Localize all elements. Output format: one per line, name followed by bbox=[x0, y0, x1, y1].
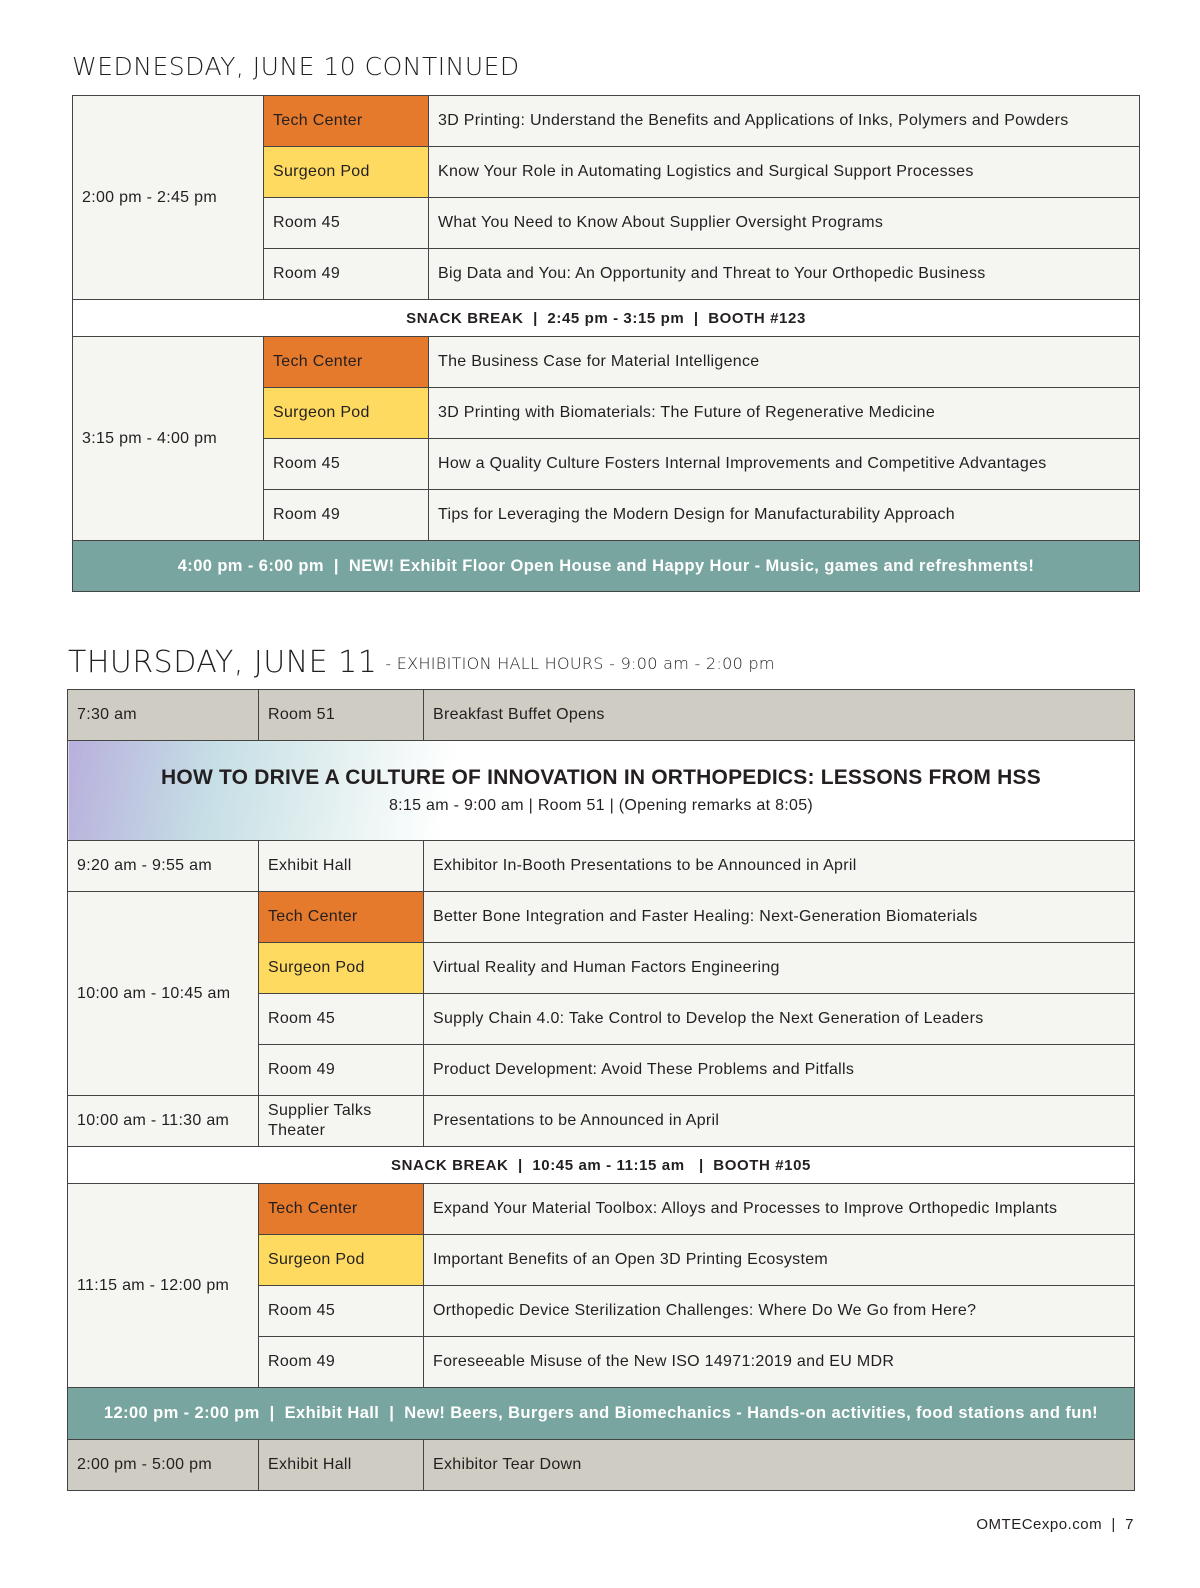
happy-hour-description: Exhibit Floor Open House and Happy Hour - Music, games and refreshments! bbox=[394, 556, 1035, 575]
room-label: Room 45 bbox=[259, 994, 424, 1045]
table-row bbox=[68, 841, 1135, 892]
room-surgeon-pod: Surgeon Pod bbox=[259, 1235, 424, 1286]
keynote bbox=[68, 741, 1135, 841]
snack-break: SNACK BREAK | 10:45 am - 11:15 am | BOOTH #105 bbox=[68, 1147, 1135, 1184]
time-slot: 7:30 am bbox=[68, 690, 259, 741]
exhibition-hall-hours: - EXHIBITION HALL HOURS - 9:00 am - 2:00 pm bbox=[385, 654, 775, 673]
keynote-row bbox=[68, 741, 1135, 841]
time-slot: 2:00 pm - 2:45 pm bbox=[73, 96, 264, 300]
session-title: Orthopedic Device Sterilization Challenges: Where Do We Go from Here? bbox=[424, 1286, 1135, 1337]
room-label: Supplier Talks Theater bbox=[259, 1096, 424, 1147]
session-title: 3D Printing: Understand the Benefits and Applications of Inks, Polymers and Powders bbox=[429, 96, 1140, 147]
keynote-title: HOW TO DRIVE A CULTURE OF INNOVATION IN ORTHOPEDICS: LESSONS FROM HSS bbox=[161, 766, 1041, 789]
room-surgeon-pod: Surgeon Pod bbox=[259, 943, 424, 994]
snack-break-row bbox=[73, 300, 1140, 337]
room-label: Room 45 bbox=[264, 198, 429, 249]
new-label: NEW! bbox=[348, 556, 395, 575]
lunch-banner bbox=[68, 1388, 1135, 1440]
session-title: What You Need to Know About Supplier Oversight Programs bbox=[429, 198, 1140, 249]
session-title: Presentations to be Announced in April bbox=[424, 1096, 1135, 1147]
table-row bbox=[68, 690, 1135, 741]
session-title: Tips for Leveraging the Modern Design for Manufacturability Approach bbox=[429, 490, 1140, 541]
time-slot: 11:15 am - 12:00 pm bbox=[68, 1184, 259, 1388]
thursday-schedule-table bbox=[67, 689, 1135, 1491]
snack-break: SNACK BREAK | 2:45 pm - 3:15 pm | BOOTH #123 bbox=[73, 300, 1140, 337]
session-title: Supply Chain 4.0: Take Control to Develop the Next Generation of Leaders bbox=[424, 994, 1135, 1045]
room-surgeon-pod: Surgeon Pod bbox=[264, 388, 429, 439]
session-title: How a Quality Culture Fosters Internal Improvements and Competitive Advantages bbox=[429, 439, 1140, 490]
snack-break-row bbox=[68, 1147, 1135, 1184]
session-title: Breakfast Buffet Opens bbox=[424, 690, 1135, 741]
room-label: Room 49 bbox=[264, 490, 429, 541]
session-title: Better Bone Integration and Faster Healing: Next-Generation Biomaterials bbox=[424, 892, 1135, 943]
table-row bbox=[68, 1096, 1135, 1147]
happy-hour-time: 4:00 pm - 6:00 pm bbox=[177, 556, 324, 575]
room-label: Room 45 bbox=[264, 439, 429, 490]
room-label: Room 49 bbox=[259, 1045, 424, 1096]
table-row bbox=[68, 1184, 1135, 1235]
session-title: Virtual Reality and Human Factors Engineering bbox=[424, 943, 1135, 994]
session-title: The Business Case for Material Intelligence bbox=[429, 337, 1140, 388]
wednesday-heading: WEDNESDAY, JUNE 10 CONTINUED bbox=[72, 52, 520, 81]
lunch-text: 12:00 pm - 2:00 pm | Exhibit Hall | New! Beers, Burgers and Biomechanics - Hands-on activities, food stations and fun! bbox=[68, 1388, 1135, 1440]
happy-hour-text bbox=[73, 541, 1140, 592]
session-title: Important Benefits of an Open 3D Printing Ecosystem bbox=[424, 1235, 1135, 1286]
session-title: Exhibitor Tear Down bbox=[424, 1440, 1135, 1491]
separator: | bbox=[323, 556, 349, 575]
time-slot: 10:00 am - 11:30 am bbox=[68, 1096, 259, 1147]
room-label: Room 51 bbox=[259, 690, 424, 741]
time-slot: 9:20 am - 9:55 am bbox=[68, 841, 259, 892]
room-tech-center: Tech Center bbox=[264, 337, 429, 388]
session-title: Big Data and You: An Opportunity and Threat to Your Orthopedic Business bbox=[429, 249, 1140, 300]
time-slot: 2:00 pm - 5:00 pm bbox=[68, 1440, 259, 1491]
room-tech-center: Tech Center bbox=[259, 892, 424, 943]
session-title: Expand Your Material Toolbox: Alloys and Processes to Improve Orthopedic Implants bbox=[424, 1184, 1135, 1235]
session-title: Know Your Role in Automating Logistics and Surgical Support Processes bbox=[429, 147, 1140, 198]
room-label: Room 45 bbox=[259, 1286, 424, 1337]
table-row bbox=[68, 892, 1135, 943]
table-row bbox=[68, 1440, 1135, 1491]
wednesday-schedule-table bbox=[72, 95, 1140, 592]
table-row bbox=[73, 96, 1140, 147]
session-title: Foreseeable Misuse of the New ISO 14971:2019 and EU MDR bbox=[424, 1337, 1135, 1388]
session-title: Product Development: Avoid These Problems and Pitfalls bbox=[424, 1045, 1135, 1096]
room-tech-center: Tech Center bbox=[259, 1184, 424, 1235]
room-surgeon-pod: Surgeon Pod bbox=[264, 147, 429, 198]
time-slot: 10:00 am - 10:45 am bbox=[68, 892, 259, 1096]
room-label: Room 49 bbox=[259, 1337, 424, 1388]
table-row bbox=[73, 337, 1140, 388]
time-slot: 3:15 pm - 4:00 pm bbox=[73, 337, 264, 541]
room-label: Exhibit Hall bbox=[259, 1440, 424, 1491]
session-title: Exhibitor In-Booth Presentations to be Announced in April bbox=[424, 841, 1135, 892]
happy-hour-banner bbox=[73, 541, 1140, 592]
thursday-heading bbox=[68, 645, 775, 680]
page-footer: OMTECexpo.com | 7 bbox=[976, 1516, 1134, 1533]
room-label: Room 49 bbox=[264, 249, 429, 300]
thursday-title: THURSDAY, JUNE 11 bbox=[68, 645, 378, 680]
room-tech-center: Tech Center bbox=[264, 96, 429, 147]
session-title: 3D Printing with Biomaterials: The Future of Regenerative Medicine bbox=[429, 388, 1140, 439]
keynote-details: 8:15 am - 9:00 am | Room 51 | (Opening remarks at 8:05) bbox=[388, 797, 814, 814]
room-label: Exhibit Hall bbox=[259, 841, 424, 892]
